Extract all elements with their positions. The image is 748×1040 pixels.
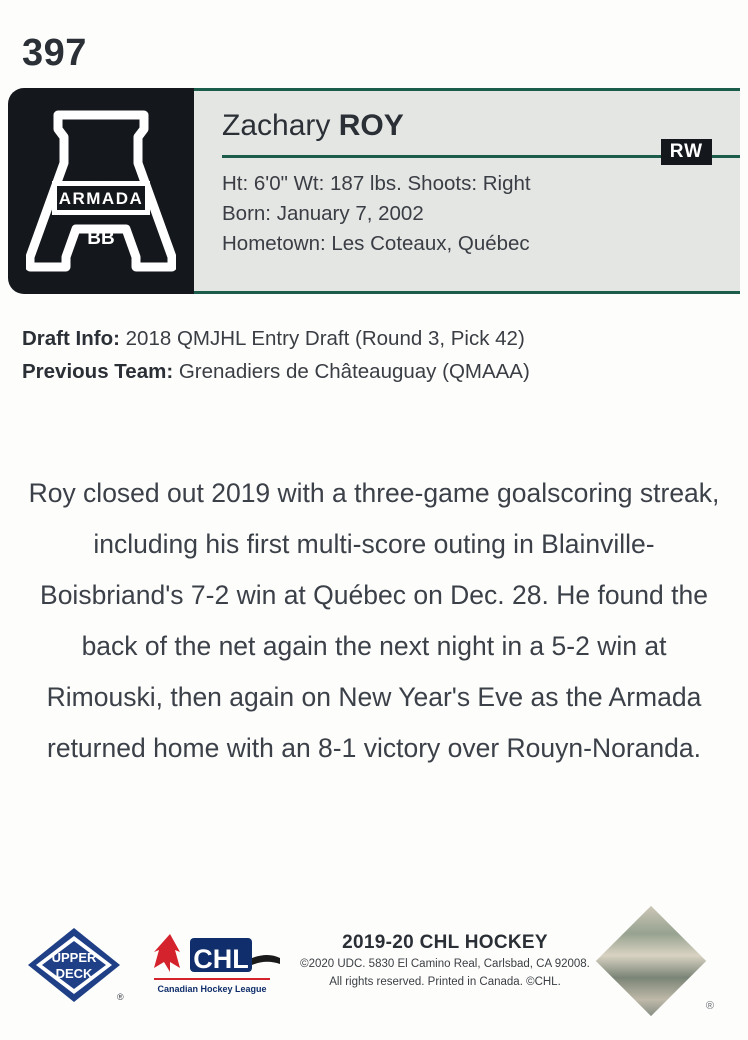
chl-wordmark: CHL: [193, 944, 249, 974]
vitals-hometown: Hometown: Les Coteaux, Québec: [222, 232, 530, 255]
card-header: [8, 88, 740, 294]
previous-team-value: Grenadiers de Châteauguay (QMAAA): [178, 360, 530, 383]
armada-bb-mark: BB: [87, 228, 115, 249]
chl-sub-wordmark: Canadian Hockey League: [157, 984, 267, 994]
legal-line-1: ©2020 UDC. 5830 El Camino Real, Carlsbad, CA 92008.: [300, 958, 590, 970]
draft-meta: [22, 322, 530, 388]
hologram-foil: [596, 906, 706, 1016]
vitals-measurements: Ht: 6'0" Wt: 187 lbs. Shoots: Right: [222, 172, 531, 195]
registered-mark: ®: [705, 1000, 714, 1012]
chl-logo-icon: [146, 928, 286, 1004]
set-title: 2019-20 CHL HOCKEY: [342, 932, 548, 953]
upper-deck-line2: DECK: [55, 966, 93, 981]
previous-team-row: [22, 355, 530, 388]
player-last-name: ROY: [338, 109, 404, 142]
player-bio: Roy closed out 2019 with a three-game goalscoring streak, including his first multi-score outing in Blainville-Boisbriand's 7-2 win at Québec on Dec. 28. He found the back of the net again the next night in a 5-2 win at Rimouski, then again on New Year's Eve as the Armada returned home with an 8-1 victory over Rouyn-Noranda.: [28, 478, 720, 763]
upper-deck-logo-icon: [24, 926, 124, 1004]
player-name: [222, 109, 404, 143]
player-info-panel: [194, 88, 740, 294]
card-footer: [0, 922, 748, 1018]
draft-info-row: [22, 322, 530, 355]
vitals-born: Born: January 7, 2002: [222, 202, 424, 225]
upper-deck-line1: UPPER: [51, 950, 97, 965]
armada-wordmark: ARMADA: [58, 189, 144, 208]
player-vitals: [222, 169, 531, 259]
legal-line-2: All rights reserved. Printed in Canada. ©CHL.: [329, 976, 561, 988]
card-number: 397: [22, 32, 87, 74]
draft-info-value: 2018 QMJHL Entry Draft (Round 3, Pick 42): [125, 327, 525, 350]
footer-legal: [300, 932, 590, 990]
team-logo-container: [8, 88, 194, 294]
armada-crest-icon: [26, 107, 176, 275]
position-badge: RW: [661, 139, 712, 165]
player-first-name: Zachary: [222, 109, 331, 142]
previous-team-label: Previous Team:: [22, 360, 174, 383]
draft-info-label: Draft Info:: [22, 327, 120, 350]
svg-text:®: ®: [117, 992, 124, 1002]
